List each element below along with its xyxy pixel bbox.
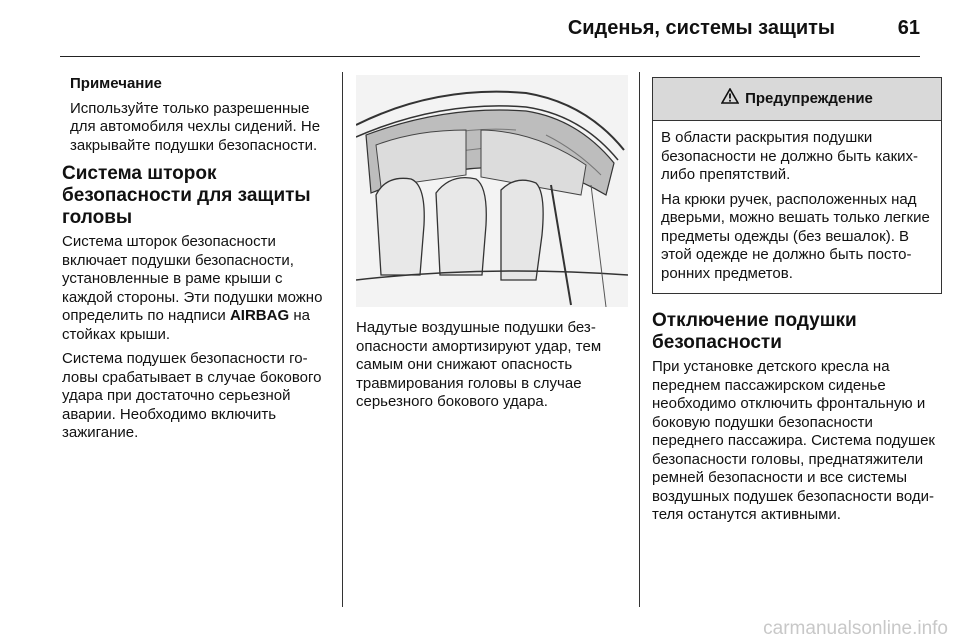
- section-title-airbag-deactivation: Отключение подушки безопасности: [652, 310, 857, 353]
- column-1: [62, 75, 334, 449]
- note-text: Используйте только разрешенные для автомобиля чехлы сидений. Не закрывайте подушки безопасности.: [70, 99, 321, 154]
- warning-header: [653, 78, 941, 121]
- illustration-svg: [356, 75, 628, 307]
- column-divider-2: [639, 72, 640, 607]
- warning-text: На крюки ручек, расположенных над дверьми, можно вешать только легкие предметы одежды (без вешалок). В этой одежде не должно быть посторонних предметов.: [661, 190, 930, 282]
- watermark: carmanualsonline.info: [763, 618, 948, 639]
- column-3: [652, 75, 942, 531]
- airbag-label: AIRBAG: [229, 307, 290, 324]
- car-interior-airbag-illustration: [356, 75, 628, 307]
- paragraph-curtain-description: [62, 233, 334, 344]
- note-title: Примечание: [70, 75, 162, 92]
- paragraph-text: Система шторок безопасности включает подушки безопасности, установленные в раме крыши с каждой стороны. Эти подушки можно определить по надписи: [62, 233, 323, 324]
- warning-box: [652, 77, 942, 294]
- section-title-head-curtain: Система шторок безопасности для защиты головы: [62, 163, 311, 228]
- header-title: Сиденья, системы защиты: [567, 17, 835, 39]
- header-divider: [60, 56, 920, 57]
- paragraph-text: на стойках крыши.: [62, 307, 310, 343]
- warning-text: В области раскрытия подушки безопасности не должно быть каких-либо препятствий.: [661, 129, 919, 183]
- warning-triangle-icon: [721, 88, 739, 110]
- column-2: [356, 75, 631, 418]
- column-divider-1: [342, 72, 343, 607]
- warning-title: Предупреждение: [745, 89, 873, 107]
- paragraph-deactivation: При установке детского кресла на переднем пассажирском сиденье необходимо отключить фронтальную и боковую подушки безопасности переднего пассажира. Система подушек безопасности головы, преднатяжители ремней безопасности и все системы воздушных подушек безопасности водителя останутся активными.: [652, 358, 935, 523]
- figure-caption: Надутые воздушные подушки безопасности амортизируют удар, тем самым они снижают опасность травмирования головы в случае серьезного бокового удара.: [356, 319, 602, 410]
- paragraph-deployment: Система подушек безопасности головы срабатывает в случае бокового удара при достаточно серьезной аварии. Необходимо включить зажигание.: [62, 350, 322, 441]
- warning-body: [653, 121, 941, 293]
- page-number: 61: [897, 17, 920, 39]
